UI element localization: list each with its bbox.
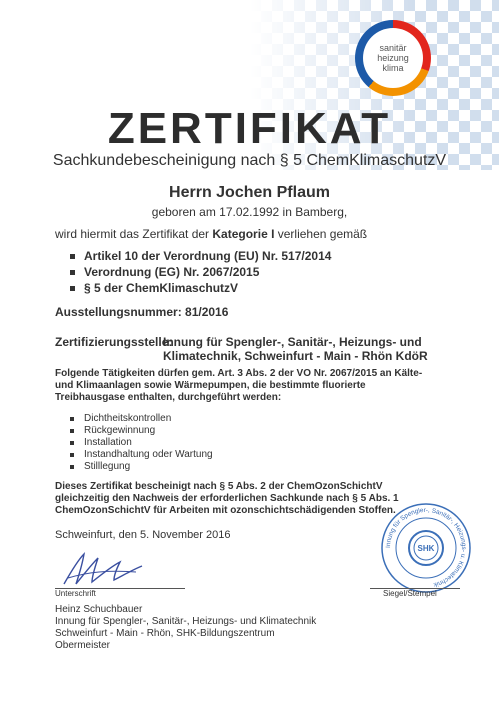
shk-logo <box>355 20 431 96</box>
logo-text <box>363 28 423 88</box>
official-stamp <box>378 500 474 596</box>
legal-item-text: Artikel 10 der Verordnung (EU) Nr. 517/2014 <box>84 249 332 263</box>
closing-text: Dieses Zertifikat bescheinigt nach § 5 Abs. 2 der ChemOzonSchichtV gleichzeitig den Nachweis der erforderlichen Sachkunde nach § 5 Abs. 1 ChemOzonSchichtV für Arbeiten mit ozonschichtschädigenden Stoffen. <box>55 481 399 516</box>
logo-line-2: heizung <box>377 53 409 63</box>
bullet-square-icon <box>70 417 74 421</box>
logo-line-1: sanitär <box>379 43 407 53</box>
bullet-square-icon <box>70 286 75 291</box>
task-text: Stilllegung <box>84 461 131 472</box>
legal-item-text: Verordnung (EG) Nr. 2067/2015 <box>84 265 260 279</box>
intro-pre: wird hiermit das Zertifikat der <box>55 227 213 241</box>
bullet-square-icon <box>70 254 75 259</box>
recipient-name: Herrn Jochen Pflaum <box>169 184 330 201</box>
signatory-org: Innung für Spengler-, Sanitär-, Heizungs- und Klimatechnik <box>55 616 317 627</box>
bullet-square-icon <box>70 453 74 457</box>
intro-category: Kategorie I <box>212 227 275 241</box>
stamp-ring-text: Innung für Spengler-, Sanitär-, Heizungs- u. Klimatechnik <box>384 506 468 589</box>
signatory-name: Heinz Schuchbauer <box>55 604 143 615</box>
list-item <box>70 425 213 437</box>
task-text: Installation <box>84 437 132 448</box>
intro-post: verliehen gemäß <box>274 227 368 241</box>
list-item <box>70 449 213 461</box>
signatory-block <box>55 604 316 652</box>
issue-number: Ausstellungsnummer: 81/2016 <box>55 305 229 319</box>
certificate-subtitle: Sachkundebescheinigung nach § 5 ChemKlimaschutzV <box>52 152 447 169</box>
certification-body-value: Innung für Spengler-, Sanitär-, Heizungs- und Klimatechnik, Schweinfurt - Main - Rhön KdöR <box>163 335 428 363</box>
place-date: Schweinfurt, den 5. November 2016 <box>55 529 231 541</box>
list-item <box>70 437 213 449</box>
signature-label: Unterschrift <box>55 589 96 598</box>
signatory-location: Schweinfurt - Main - Rhön, SHK-Bildungszentrum <box>55 628 275 639</box>
bullet-square-icon <box>70 465 74 469</box>
logo-line-3: klima <box>382 63 404 73</box>
bullet-square-icon <box>70 270 75 275</box>
list-item <box>70 280 331 296</box>
task-text: Rückgewinnung <box>84 425 156 436</box>
list-item <box>70 461 213 473</box>
activities-text: Folgende Tätigkeiten dürfen gem. Art. 3 Abs. 2 der VO Nr. 2067/2015 an Kälte- und Klimaanlagen sowie Wärmepumpen, die bestimmte fluorierte Treibhausgase enthalten, durchgeführt werden: <box>55 368 423 403</box>
stamp-center-text: SHK <box>417 544 435 553</box>
list-item <box>70 248 331 264</box>
list-item <box>70 413 213 425</box>
bullet-square-icon <box>70 441 74 445</box>
list-item <box>70 264 331 280</box>
certificate-title: ZERTIFIKAT <box>107 104 392 153</box>
stamp-label: Siegel/Stempel <box>383 589 437 598</box>
intro-line <box>55 227 367 241</box>
signature-icon <box>58 548 148 590</box>
task-text: Instandhaltung oder Wartung <box>84 449 213 460</box>
legal-basis-list <box>70 248 331 296</box>
recipient-birth: geboren am 17.02.1992 in Bamberg, <box>151 205 348 219</box>
signatory-role: Obermeister <box>55 640 111 651</box>
legal-item-text: § 5 der ChemKlimaschutzV <box>84 281 239 295</box>
task-text: Dichtheitskontrollen <box>84 413 172 424</box>
task-list <box>70 413 213 473</box>
certification-body-label: Zertifizierungsstelle: <box>55 335 173 349</box>
bullet-square-icon <box>70 429 74 433</box>
